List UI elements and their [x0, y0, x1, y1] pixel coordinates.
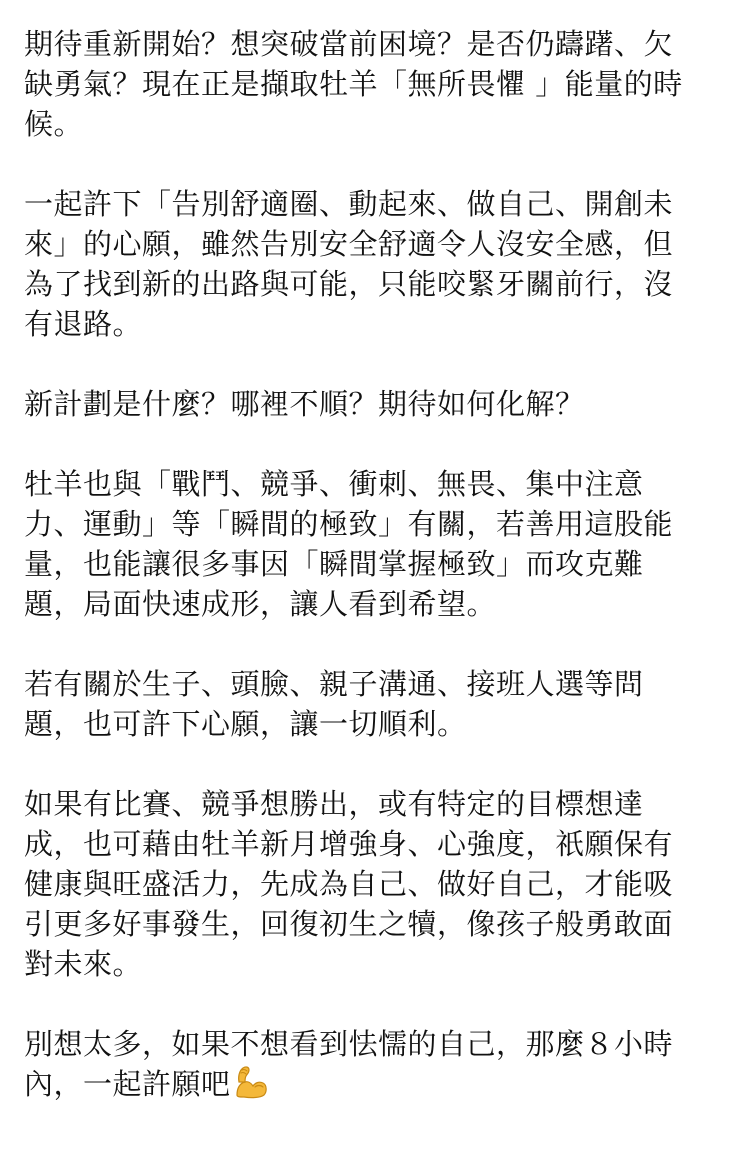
- text-line: 新計劃是什麼？哪裡不順？期待如何化解？: [24, 387, 585, 421]
- text-line: 來」的心願，雖然告別安全舒適令人沒安全感，但: [24, 227, 674, 261]
- text-line: 成，也可藉由牡羊新月增強身、心強度，祇願保有: [24, 827, 674, 861]
- paragraph-5: [24, 664, 726, 744]
- flexed-biceps-icon: [233, 1064, 269, 1100]
- text-line: 力、運動」等「瞬間的極致」有關，若善用這股能: [24, 507, 674, 541]
- text-line: 若有關於生子、頭臉、親子溝通、接班人選等問: [24, 667, 644, 701]
- text-line: 缺勇氣？現在正是擷取牡羊「無所畏懼 」能量的時: [24, 67, 683, 101]
- paragraph-4: [24, 464, 726, 624]
- paragraph-1: [24, 24, 726, 144]
- text-line: 牡羊也與「戰鬥、競爭、衝刺、無畏、集中注意: [24, 467, 644, 501]
- paragraph-2: [24, 184, 726, 344]
- text-line: 題，局面快速成形，讓人看到希望。: [24, 587, 497, 621]
- text-line: 題，也可許下心願，讓一切順利。: [24, 707, 467, 741]
- paragraph-7: [24, 1024, 726, 1104]
- paragraph-3: [24, 384, 726, 424]
- text-line: 內，一起許願吧: [24, 1067, 231, 1101]
- text-line-with-emoji: [24, 1064, 726, 1104]
- text-line: 量，也能讓很多事因「瞬間掌握極致」而攻克難: [24, 547, 644, 581]
- text-line: 候。: [24, 107, 84, 141]
- text-line: 有退路。: [24, 307, 143, 341]
- post-body: [24, 24, 726, 1104]
- text-line: 一起許下「告別舒適圈、動起來、做自己、開創未: [24, 187, 674, 221]
- text-line: 對未來。: [24, 947, 143, 981]
- text-line: 引更多好事發生，回復初生之犢，像孩子般勇敢面: [24, 907, 674, 941]
- text-line: 為了找到新的出路與可能，只能咬緊牙關前行，沒: [24, 267, 674, 301]
- paragraph-6: [24, 784, 726, 984]
- text-line: 期待重新開始？想突破當前困境？是否仍躊躇、欠: [24, 27, 674, 61]
- text-line: 健康與旺盛活力，先成為自己、做好自己，才能吸: [24, 867, 674, 901]
- text-line: 如果有比賽、競爭想勝出，或有特定的目標想達: [24, 787, 644, 821]
- text-line: 別想太多，如果不想看到怯懦的自己，那麼８小時: [24, 1027, 674, 1061]
